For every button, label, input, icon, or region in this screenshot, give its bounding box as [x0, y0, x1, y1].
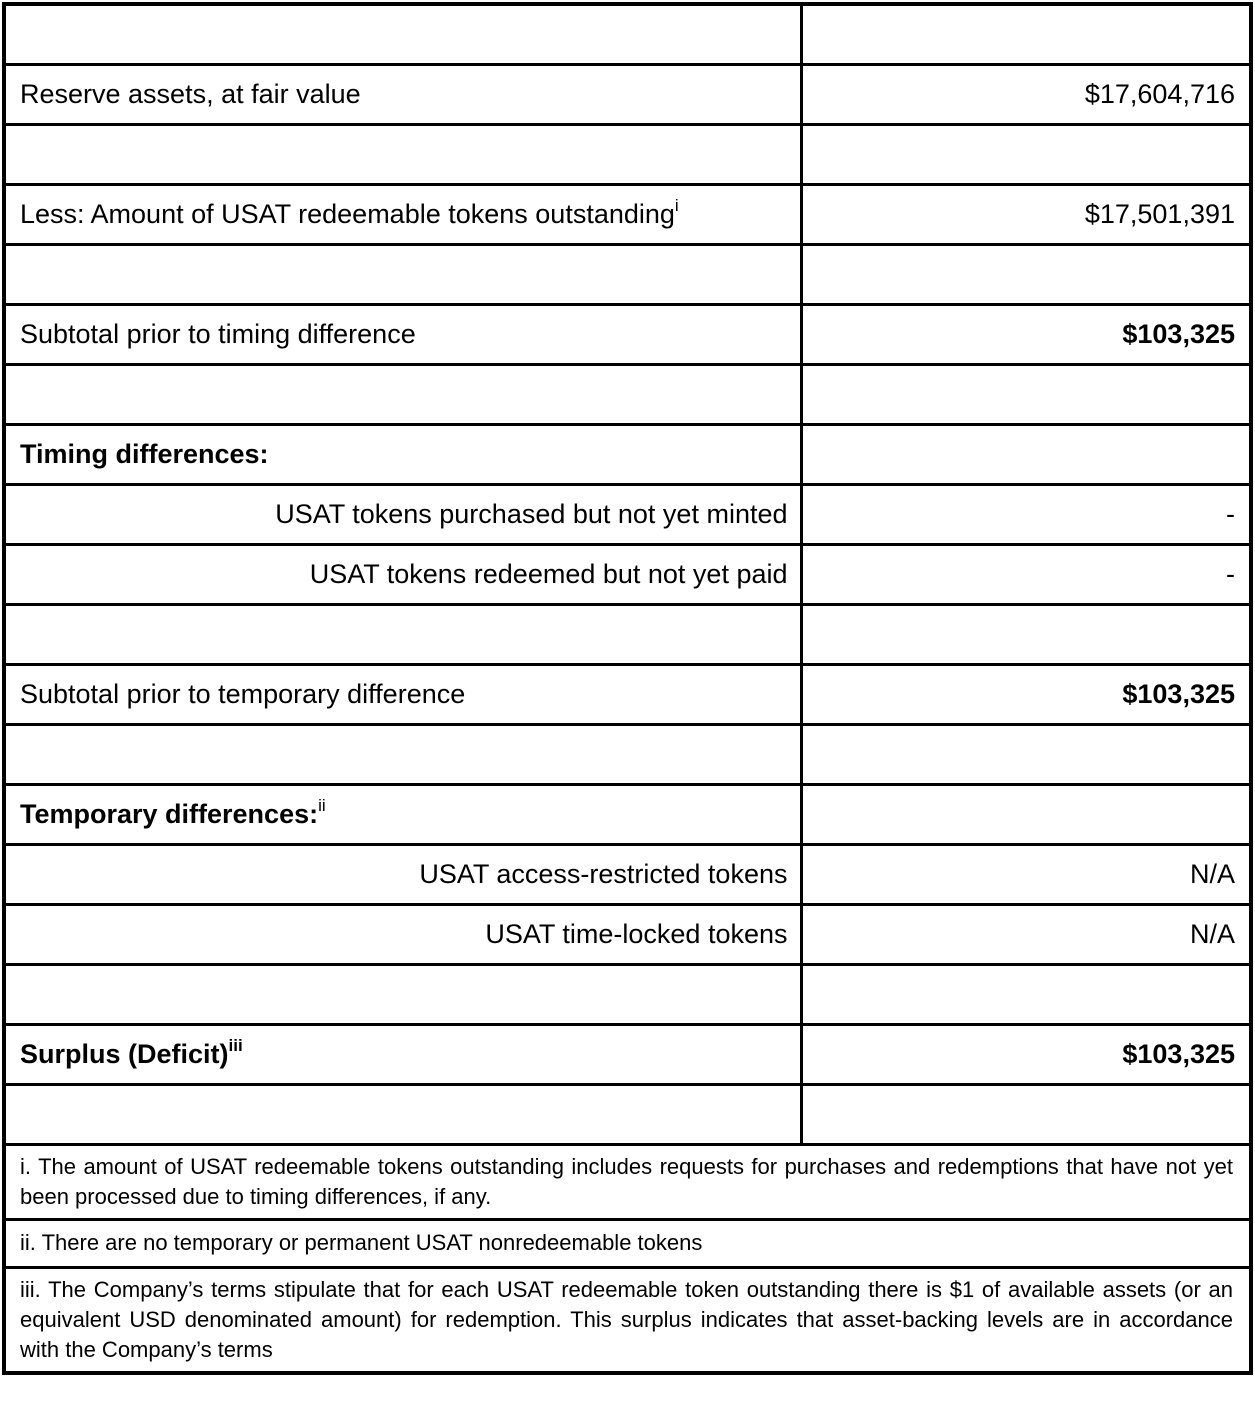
footnote-row-iii	[4, 1267, 1251, 1373]
row-label	[4, 124, 801, 184]
row-value	[801, 604, 1251, 664]
row-value	[801, 364, 1251, 424]
row-value: -	[801, 484, 1251, 544]
row-value	[801, 424, 1251, 484]
row-label	[4, 484, 801, 544]
spacer-row	[4, 364, 1251, 424]
row-value: $103,325	[801, 664, 1251, 724]
row-label	[4, 604, 801, 664]
reserve-report-table	[2, 2, 1253, 1375]
footnote-text-ii: ii. There are no temporary or permanent USAT nonredeemable tokens	[4, 1219, 1251, 1267]
row-label-text: Subtotal prior to timing difference	[20, 318, 416, 349]
table-row-temporary-differences-header	[4, 784, 1251, 844]
row-label-text: USAT tokens purchased but not yet minted	[275, 498, 788, 529]
row-label-text: Surplus (Deficit)	[20, 1038, 229, 1069]
row-label-text: USAT tokens redeemed but not yet paid	[309, 558, 788, 589]
row-value	[801, 1084, 1251, 1144]
table-row-less-redeemable-outstanding	[4, 184, 1251, 244]
table-row-timing-differences-header	[4, 424, 1251, 484]
spacer-row	[4, 964, 1251, 1024]
row-label	[4, 904, 801, 964]
table-row-subtotal-temporary	[4, 664, 1251, 724]
row-value	[801, 124, 1251, 184]
table-row-redeemed-not-paid	[4, 544, 1251, 604]
row-label	[4, 544, 801, 604]
row-label	[4, 1084, 801, 1144]
footnote-row-i	[4, 1144, 1251, 1219]
row-label	[4, 1024, 801, 1084]
table-row-access-restricted	[4, 844, 1251, 904]
row-value: $103,325	[801, 304, 1251, 364]
table-row-subtotal-timing	[4, 304, 1251, 364]
section-header-text: Timing differences:	[20, 438, 269, 469]
footnote-ref-iii: iii	[228, 1035, 243, 1055]
row-value	[801, 724, 1251, 784]
row-label-text: USAT time-locked tokens	[485, 918, 788, 949]
row-value	[801, 244, 1251, 304]
row-label-text: Subtotal prior to temporary difference	[20, 678, 466, 709]
spacer-row	[4, 724, 1251, 784]
table-row-surplus-deficit	[4, 1024, 1251, 1084]
spacer-row	[4, 1084, 1251, 1144]
row-value	[801, 4, 1251, 64]
footnote-text-i: i. The amount of USAT redeemable tokens outstanding includes requests for purchases and redemptions that have not yet been processed due to timing differences, if any.	[4, 1144, 1251, 1219]
table-row-time-locked	[4, 904, 1251, 964]
spacer-row	[4, 124, 1251, 184]
row-label	[4, 4, 801, 64]
table-row-purchased-not-minted	[4, 484, 1251, 544]
row-label	[4, 64, 801, 124]
spacer-row	[4, 604, 1251, 664]
row-label-text: USAT access-restricted tokens	[419, 858, 788, 889]
footnote-row-ii	[4, 1219, 1251, 1267]
footnote-ref-ii: ii	[318, 795, 326, 815]
spacer-row	[4, 244, 1251, 304]
row-value: N/A	[801, 904, 1251, 964]
row-value: $17,501,391	[801, 184, 1251, 244]
row-label	[4, 364, 801, 424]
row-value: $17,604,716	[801, 64, 1251, 124]
footnote-text-iii: iii. The Company’s terms stipulate that for each USAT redeemable token outstanding there is $1 of available assets (or an equivalent USD denominated amount) for redemption. This surplus indicates that asset-backing levels are in accordance with the Company’s terms	[4, 1267, 1251, 1373]
row-value: $103,325	[801, 1024, 1251, 1084]
row-label	[4, 964, 801, 1024]
row-value: -	[801, 544, 1251, 604]
row-label-text: Less: Amount of USAT redeemable tokens outstanding	[20, 198, 675, 229]
row-label	[4, 664, 801, 724]
row-label-text: Reserve assets, at fair value	[20, 78, 361, 109]
row-value: N/A	[801, 844, 1251, 904]
row-label	[4, 184, 801, 244]
row-label	[4, 244, 801, 304]
spacer-row	[4, 4, 1251, 64]
table-row-reserve-assets	[4, 64, 1251, 124]
row-label	[4, 844, 801, 904]
row-label	[4, 304, 801, 364]
row-value	[801, 784, 1251, 844]
section-header	[4, 424, 801, 484]
row-value	[801, 964, 1251, 1024]
footnote-ref-i: i	[674, 195, 679, 215]
section-header-text: Temporary differences:	[20, 798, 319, 829]
row-label	[4, 724, 801, 784]
section-header	[4, 784, 801, 844]
